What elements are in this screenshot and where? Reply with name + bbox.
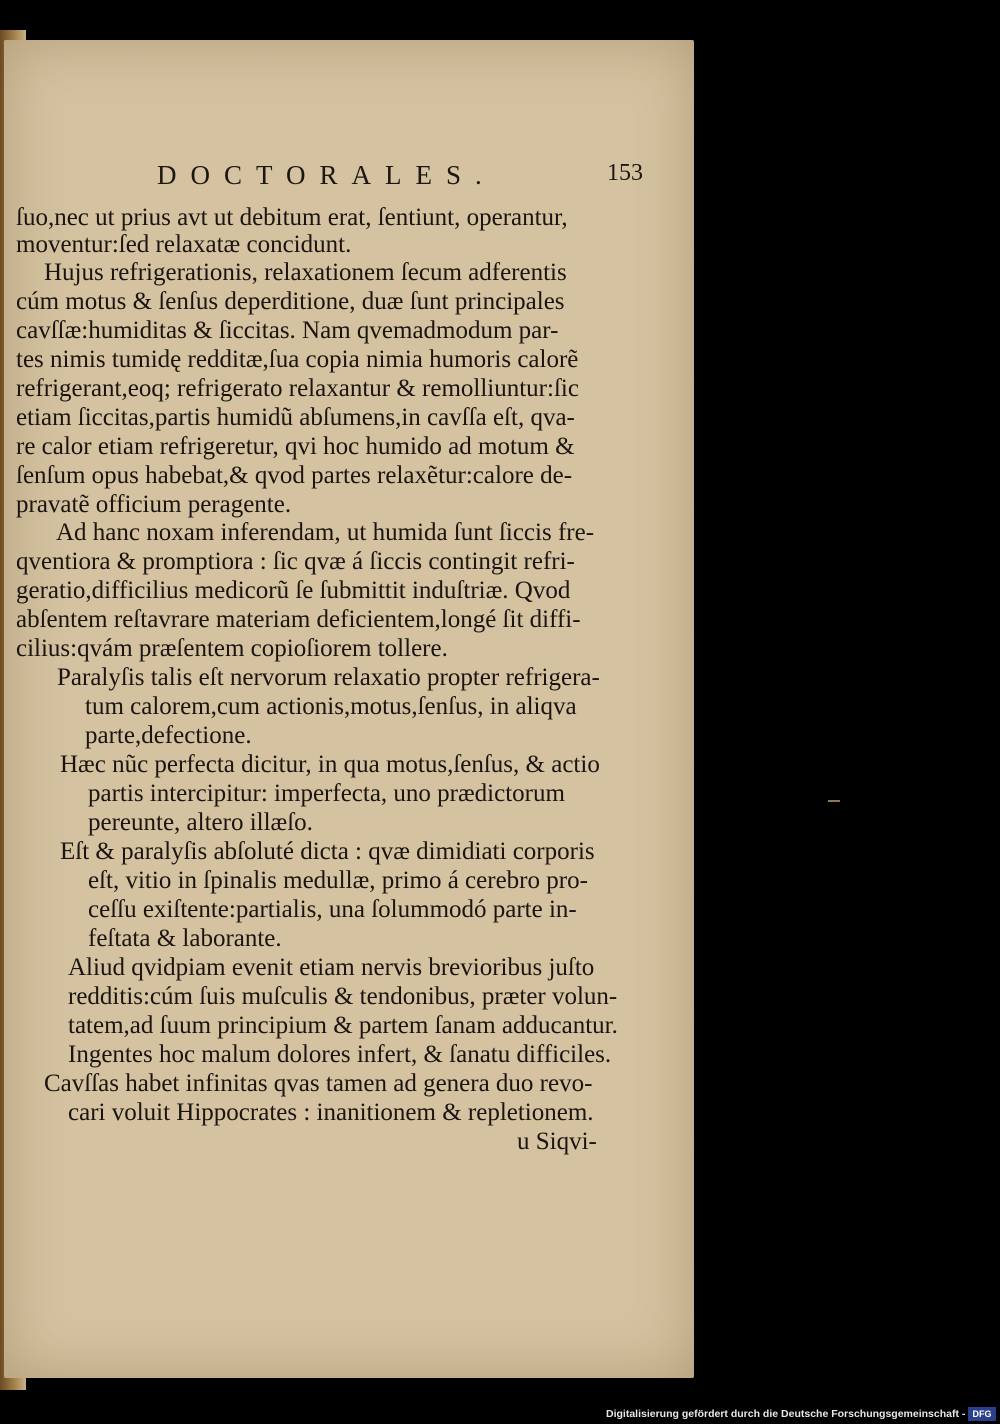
text-line: Ingentes hoc malum dolores infert, & ſanatu difficiles. [68, 1041, 612, 1068]
text-line: ceſſu exiſtente:partialis, una ſolummodó parte in- [88, 896, 577, 923]
text-line: cúm motus & ſenſus deperditione, duæ ſunt principales [16, 288, 565, 315]
text-line: qventiora & promptiora : ſic qvæ á ſiccis contingit refri- [16, 548, 575, 575]
text-line: tum calorem,cum actionis,motus,ſenſus, in aliqva [85, 693, 577, 720]
running-title: DOCTORALES. [157, 160, 496, 190]
text-line: Cavſſas habet infinitas qvas tamen ad genera duo revo- [44, 1070, 593, 1097]
text-line: tes nimis tumidę redditæ,ſua copia nimia humoris calorẽ [16, 346, 579, 373]
text-line: ſuo,nec ut prius avt ut debitum erat, ſentiunt, operantur, [16, 204, 568, 231]
text-line: parte,defectione. [85, 722, 252, 749]
dfg-logo: DFG [968, 1407, 996, 1421]
text-line: etiam ſiccitas,partis humidũ abſumens,in cavſſa eſt, qva- [16, 404, 575, 431]
text-line: cavſſæ:humiditas & ſiccitas. Nam qvemadmodum par- [16, 317, 559, 344]
text-line: Hujus refrigerationis, relaxationem ſecum adferentis [44, 259, 567, 286]
page-number: 153 [607, 160, 643, 186]
text-line: Ad hanc noxam inferendam, ut humida ſunt ſiccis fre- [56, 519, 595, 546]
text-line: redditis:cúm ſuis muſculis & tendonibus, præter volun- [68, 983, 618, 1010]
text-line: pereunte, altero illæſo. [88, 809, 313, 836]
text-line: cilius:qvám præſentem copioſiorem tollere. [16, 635, 448, 662]
text-line: re calor etiam refrigeretur, qvi hoc humido ad motum & [16, 433, 575, 460]
text-line: refrigerant,eoq; refrigerato relaxantur & remolliuntur:ſic [16, 375, 579, 402]
text-line: ſenſum opus habebat,& qvod partes relaxẽtur:calore de- [16, 462, 573, 489]
text-line: Paralyſis talis eſt nervorum relaxatio propter refrigera- [57, 664, 600, 691]
text-line: feſtata & laborante. [88, 925, 282, 952]
text-line: partis intercipitur: imperfecta, uno prædictorum [88, 780, 565, 807]
text-line: Eſt & paralyſis abſoluté dicta : qvæ dimidiati corporis [60, 838, 595, 865]
text-line: geratio,difficilius medicorũ ſe ſubmittit induſtriæ. Qvod [16, 577, 571, 604]
digitization-credit: Digitalisierung gefördert durch die Deutsche Forschungsgemeinschaft - [606, 1408, 966, 1420]
text-line: Hæc nũc perfecta dicitur, in qua motus,ſenſus, & actio [60, 751, 600, 778]
catchword-line: u Siqvi- [517, 1128, 597, 1155]
text-line: Aliud qvidpiam evenit etiam nervis brevioribus juſto [68, 954, 595, 981]
margin-mark [828, 800, 840, 802]
text-line: eſt, vitio in ſpinalis medullæ, primo á cerebro pro- [88, 867, 588, 894]
text-line: moventur:ſed relaxatæ concidunt. [16, 231, 352, 258]
text-line: abſentem reſtavrare materiam deficientem,longé ſit diffi- [16, 606, 581, 633]
text-line: tatem,ad ſuum principium & partem ſanam adducantur. [68, 1012, 618, 1039]
text-line: pravatẽ officium peragente. [16, 491, 292, 518]
text-line: cari voluit Hippocrates : inanitionem & repletionem. [68, 1099, 594, 1126]
